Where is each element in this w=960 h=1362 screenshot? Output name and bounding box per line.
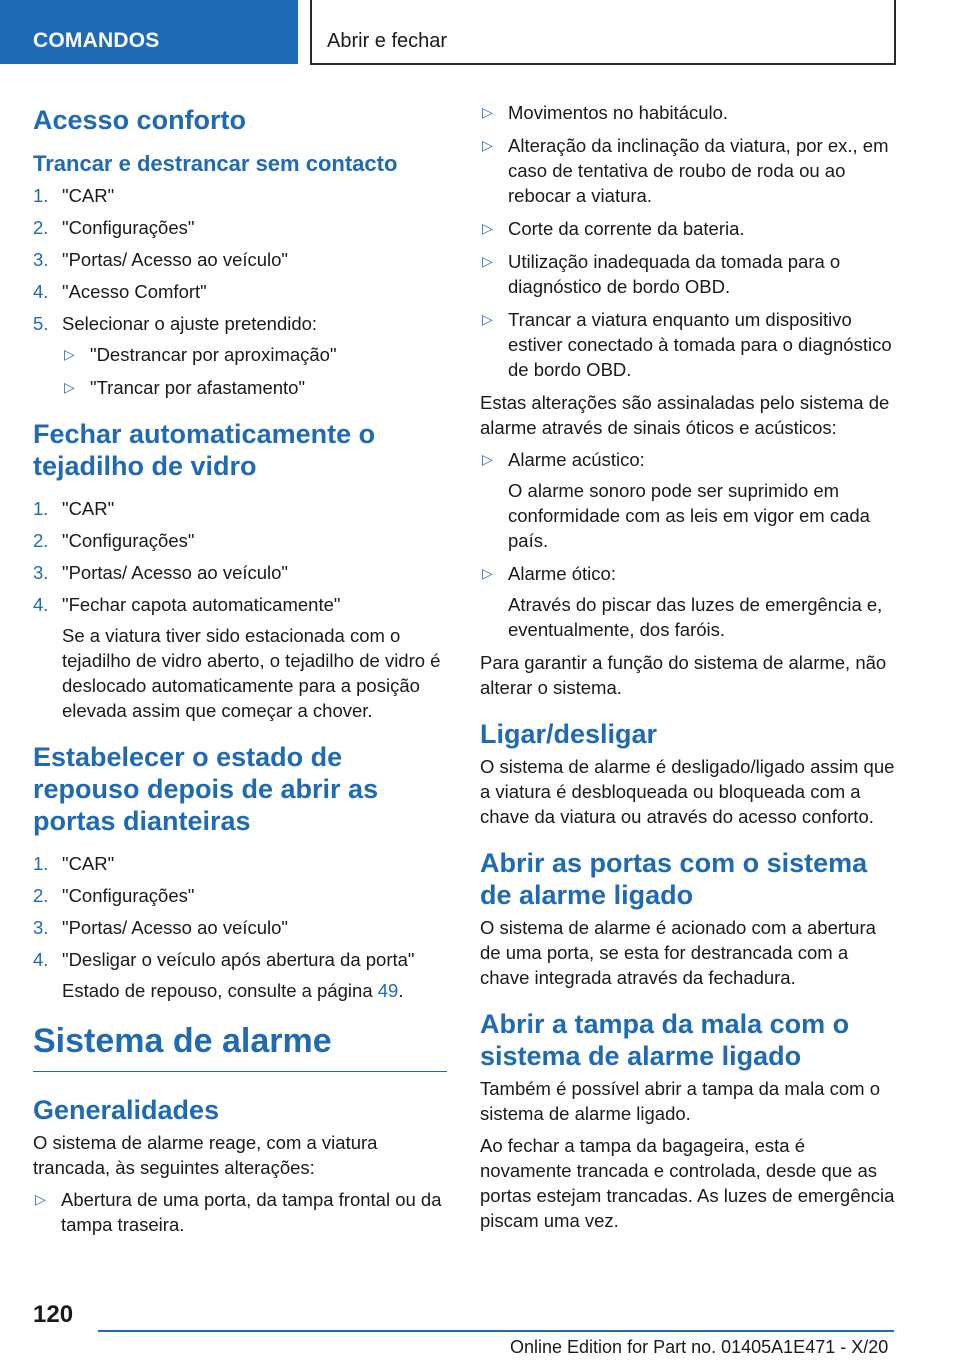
list-item: 3. "Portas/ Acesso ao veículo"	[33, 562, 289, 583]
section-tab	[0, 0, 298, 64]
list-item: 3. "Portas/ Acesso ao veículo"	[33, 249, 289, 270]
list-item: 1. "CAR"	[33, 498, 115, 519]
triangle-bullet-icon: ▷	[482, 311, 493, 327]
list-item: ▷ "Trancar por afastamento"	[64, 377, 306, 398]
fechar-note: Se a viatura tiver sido estacionada com o tejadilho de vidro aberto, o tejadilho de vidro é deslocado automaticamente para a posição elevada assim que começar a chover.	[62, 625, 441, 721]
list-item: 4. "Desligar o veículo após abertura da porta" Estado de repouso, consulte a página 49.	[33, 947, 447, 1003]
footer-edition: Online Edition for Part no. 01405A1E471 - X/20	[510, 1337, 889, 1357]
list-item: 2. "Configurações"	[33, 885, 195, 906]
page-number: 120	[33, 1301, 74, 1328]
ligar-text: O sistema de alarme é desligado/ligado assim que a viatura é desbloqueada ou bloqueada com a chave da viatura ou através do acesso conforto.	[480, 756, 895, 827]
list-item: ▷ Abertura de uma porta, da tampa frontal ou da tampa traseira.	[35, 1189, 442, 1235]
list-item: ▷ Alarme ótico: Através do piscar das luzes de emergência e, eventualmente, dos faróis.	[480, 561, 898, 642]
triangle-bullet-icon: ▷	[482, 104, 493, 120]
list-item: 4. "Acesso Comfort"	[33, 281, 207, 302]
list-item: ▷ Trancar a viatura enquanto um dispositivo estiver conectado à tomada para o diagnóstico de bordo OBD.	[482, 309, 892, 380]
heading-acesso-conforto: Acesso conforto	[33, 105, 247, 135]
triangle-bullet-icon: ▷	[482, 220, 493, 236]
generalidades-text: O sistema de alarme reage, com a viatura trancada, às seguintes alterações:	[33, 1132, 378, 1178]
list-item: 4. "Fechar capota automaticamente" Se a viatura tiver sido estacionada com o tejadilho de vidro aberto, o tejadilho de vidro é deslocado automaticamente para a posição elevada assim que começar a chover.	[33, 592, 447, 723]
trancar-steps-list	[33, 183, 447, 400]
footer-divider	[98, 1330, 894, 1332]
triangle-bullet-icon: ▷	[482, 137, 493, 153]
section-title: COMANDOS	[33, 29, 160, 52]
left-column	[33, 100, 447, 1245]
chapter-title: Abrir e fechar	[327, 30, 448, 52]
heading-abrir-portas: Abrir as portas com o sistema de alarme ligado	[480, 848, 868, 910]
repouso-steps-list	[33, 851, 447, 1003]
sinais-intro: Estas alterações são assinaladas pelo sistema de alarme através de sinais óticos e acústicos:	[480, 392, 890, 438]
heading-ligar-desligar: Ligar/desligar	[480, 719, 658, 749]
list-item: 5. Selecionar o ajuste pretendido: ▷ "Destrancar por aproximação" ▷ "Trancar por afastamento"	[33, 311, 447, 400]
mala-text-1: Também é possível abrir a tampa da mala com o sistema de alarme ligado.	[480, 1078, 880, 1124]
heading-estado-repouso: Estabelecer o estado de repouso depois de abrir as portas dianteiras	[33, 742, 379, 836]
page-reference-link[interactable]: 49	[377, 980, 399, 1001]
alarme-acustico-text: O alarme sonoro pode ser suprimido em conformidade com as leis em vigor em cada país.	[508, 480, 870, 551]
triangle-bullet-icon: ▷	[64, 346, 75, 362]
heading-generalidades: Generalidades	[33, 1095, 220, 1125]
list-item: ▷ Corte da corrente da bateria.	[482, 218, 745, 239]
triangle-bullet-icon: ▷	[35, 1191, 46, 1207]
list-item: 3. "Portas/ Acesso ao veículo"	[33, 917, 289, 938]
list-item: 1. "CAR"	[33, 185, 115, 206]
repouso-note: Estado de repouso, consulte a página 49.	[62, 980, 404, 1001]
list-item: 1. "CAR"	[33, 853, 115, 874]
heading-fechar-tejadilho: Fechar automaticamente o tejadilho de vidro	[33, 419, 376, 481]
heading-abrir-mala: Abrir a tampa da mala com o sistema de alarme ligado	[480, 1009, 850, 1071]
right-column	[480, 100, 898, 1240]
list-item: ▷ Utilização inadequada da tomada para o diagnóstico de bordo OBD.	[482, 251, 841, 297]
alarme-otico-text: Através do piscar das luzes de emergência e, eventualmente, dos faróis.	[508, 594, 883, 640]
list-item: ▷ "Destrancar por aproximação"	[64, 344, 337, 365]
garantir-text: Para garantir a função do sistema de alarme, não alterar o sistema.	[480, 652, 887, 698]
triangle-bullet-icon: ▷	[64, 379, 75, 395]
trancar-options-list	[62, 342, 447, 400]
list-item: 2. "Configurações"	[33, 530, 195, 551]
alteracoes-list	[480, 100, 898, 382]
generalidades-list	[33, 1187, 447, 1237]
triangle-bullet-icon: ▷	[482, 253, 493, 269]
list-item: ▷ Movimentos no habitáculo.	[482, 102, 729, 123]
heading-sistema-alarme: Sistema de alarme	[33, 1021, 447, 1072]
list-item: ▷ Alarme acústico: O alarme sonoro pode ser suprimido em conformidade com as leis em vigor em cada país.	[480, 447, 898, 553]
chapter-tab	[310, 0, 896, 65]
alarme-types-list	[480, 447, 898, 642]
triangle-bullet-icon: ▷	[482, 565, 493, 581]
heading-trancar-destrancar: Trancar e destrancar sem contacto	[33, 151, 398, 176]
list-item: ▷ Alteração da inclinação da viatura, por ex., em caso de tentativa de roubo de roda ou ao rebocar a viatura.	[482, 135, 889, 206]
fechar-steps-list	[33, 496, 447, 723]
triangle-bullet-icon: ▷	[482, 451, 493, 467]
portas-text: O sistema de alarme é acionado com a abertura de uma porta, se esta for destrancada com a chave integrada através da fechadura.	[480, 917, 876, 988]
mala-text-2: Ao fechar a tampa da bagageira, esta é novamente trancada e controlada, desde que as portas estejam trancadas. As luzes de emergência piscam uma vez.	[480, 1135, 895, 1231]
list-item: 2. "Configurações"	[33, 217, 195, 238]
